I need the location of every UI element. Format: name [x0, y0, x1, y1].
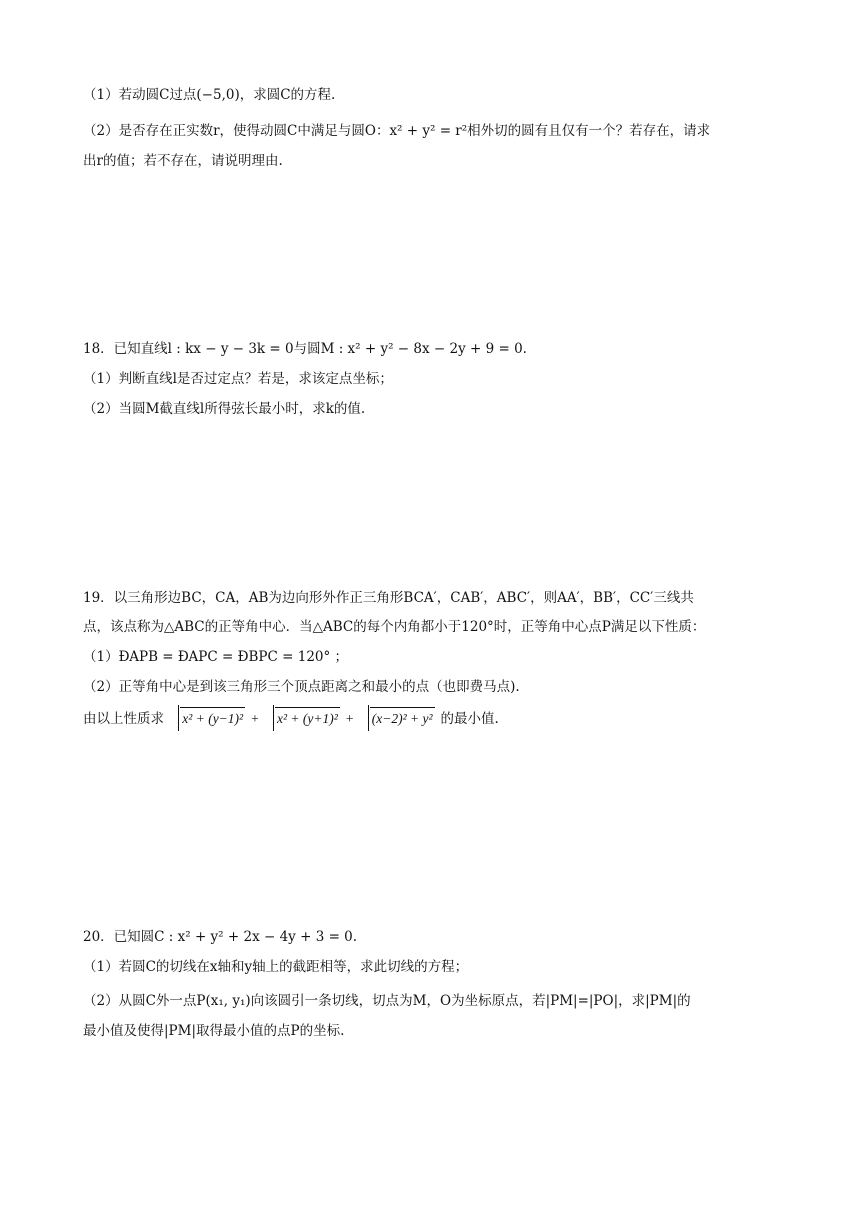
radical-term-2: x² + (y+1)²: [263, 707, 340, 730]
q19-question: [83, 707, 790, 730]
plus-sign-1: +: [251, 711, 259, 726]
q19-stem-line2: 点，该点称为△ABC的正等角中心．当△ABC的每个内角都小于120°时，正等角中心点P满足以下性质：: [83, 619, 706, 635]
q19-property1: （1）ÐAPB = ÐAPC = ÐBPC = 120° ；: [83, 649, 349, 665]
radical-term-1: x² + (y−1)²: [168, 707, 245, 730]
q19-stem-line1: 19．以三角形边BC，CA，AB为边向形外作正三角形BCA′，CAB′，ABC′，则AA′，BB′，CC′三线共: [83, 590, 694, 606]
q17-part2-line2: 出r的值；若不存在，请说明理由.: [83, 153, 283, 169]
plus-sign-2: +: [345, 711, 354, 726]
q18-part1: （1）判断直线l是否过定点？若是，求该定点坐标；: [83, 371, 393, 387]
q17-part1: （1）若动圆C过点(−5,0)，求圆C的方程.: [83, 87, 336, 103]
q19-ask-suffix: 的最小值.: [440, 711, 499, 727]
q20-part1: （1）若圆C的切线在x轴和y轴上的截距相等，求此切线的方程；: [83, 959, 469, 975]
q20-part2-line2: 最小值及使得|PM|取得最小值的点P的坐标.: [83, 1023, 345, 1039]
radical-term-3: (x−2)² + y²: [358, 707, 435, 730]
q20-part2-line1: （2）从圆C外一点P(x₁, y₁)向该圆引一条切线，切点为M，O为坐标原点，若|PM|=|PO|，求|PM|的: [83, 993, 691, 1009]
q20-stem: 20．已知圆C : x² + y² + 2x − 4y + 3 = 0.: [83, 929, 358, 945]
q19-ask-prefix: 由以上性质求: [83, 711, 164, 727]
q19-property2: （2）正等角中心是到该三角形三个顶点距离之和最小的点（也即费马点).: [83, 679, 520, 695]
q18-stem: 18．已知直线l : kx − y − 3k = 0与圆M : x² + y² − 8x − 2y + 9 = 0.: [83, 341, 527, 357]
q18-part2: （2）当圆M截直线l所得弦长最小时，求k的值.: [83, 401, 366, 417]
q17-part2-line1: （2）是否存在正实数r，使得动圆C中满足与圆O：x² + y² = r²相外切的圆有且仅有一个？若存在，请求: [83, 123, 711, 139]
